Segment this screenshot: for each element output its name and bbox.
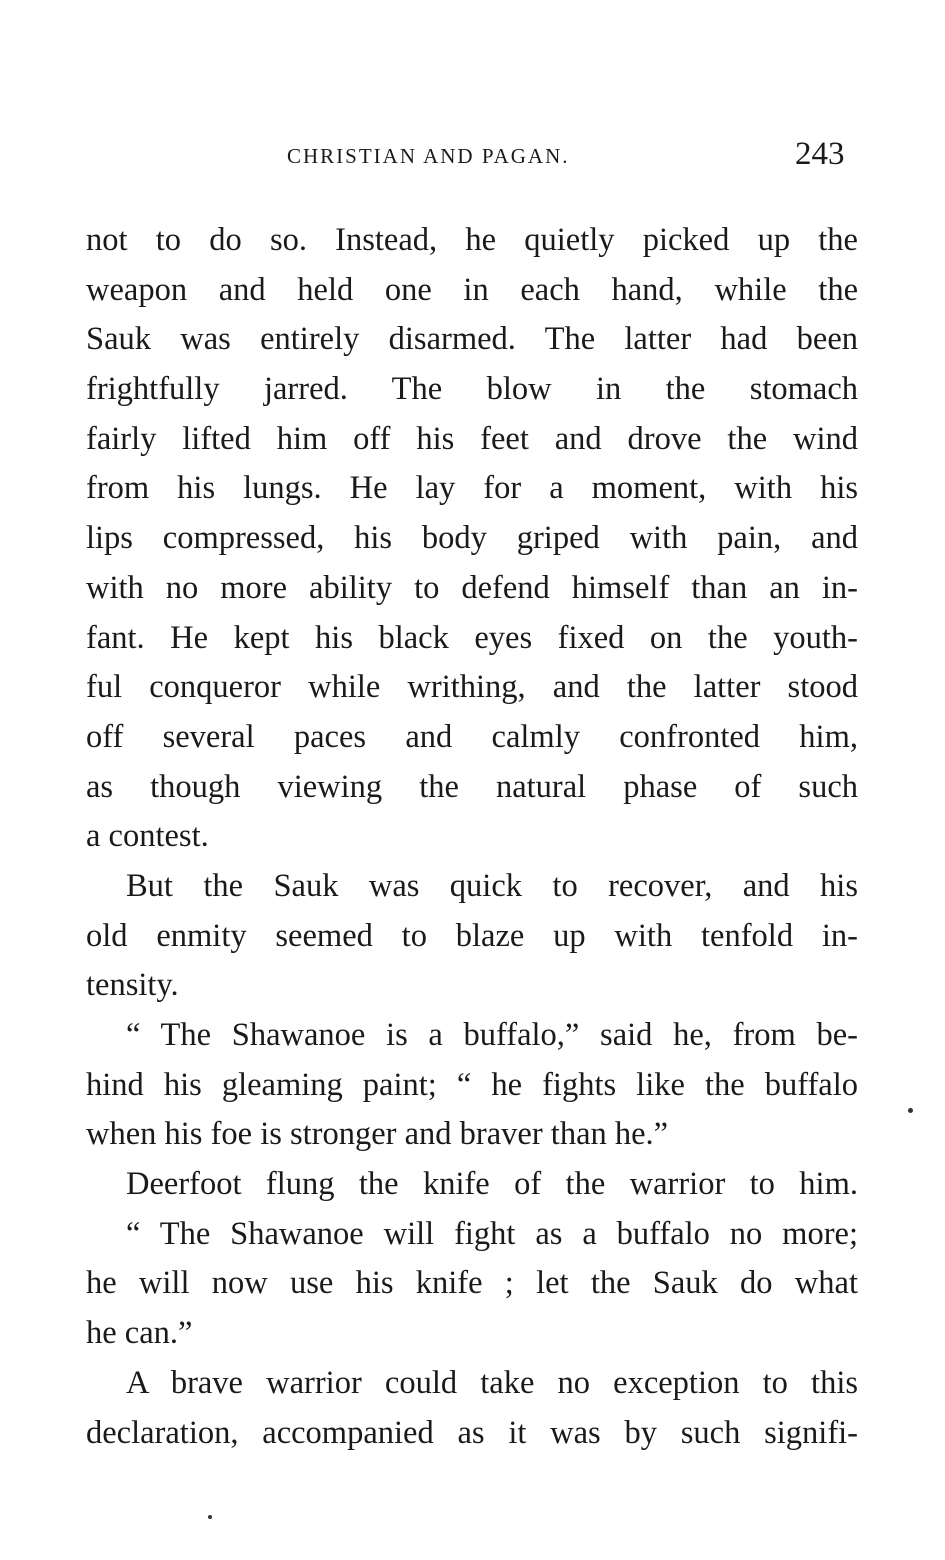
page-number: 243 — [795, 136, 845, 172]
text-line: fairly lifted him off his feet and drove the wind — [86, 420, 858, 457]
page-header — [0, 136, 945, 176]
text-line: old enmity seemed to blaze up with tenfold in- — [86, 917, 858, 954]
text-line: tensity. — [86, 967, 179, 1004]
text-line: Deerfoot flung the knife of the warrior to him. — [126, 1166, 858, 1203]
text-line: “ The Shawanoe will fight as a buffalo no more; — [126, 1215, 858, 1252]
text-line: off several paces and calmly confronted him, — [86, 718, 858, 755]
text-line: he will now use his knife ; let the Sauk do what — [86, 1265, 858, 1302]
body-text — [86, 216, 858, 1458]
text-line: lips compressed, his body griped with pain, and — [86, 520, 858, 557]
text-line: But the Sauk was quick to recover, and his — [126, 867, 858, 904]
text-line: frightfully jarred. The blow in the stomach — [86, 371, 858, 408]
ink-speck — [908, 1108, 913, 1113]
running-title: CHRISTIAN AND PAGAN. — [287, 144, 570, 168]
text-line: from his lungs. He lay for a moment, with his — [86, 470, 858, 507]
text-line: Sauk was entirely disarmed. The latter had been — [86, 321, 858, 358]
text-line: “ The Shawanoe is a buffalo,” said he, from be- — [126, 1017, 858, 1053]
ink-speck — [208, 1515, 212, 1519]
text-line: A brave warrior could take no exception to this — [126, 1364, 858, 1401]
text-line: not to do so. Instead, he quietly picked up the — [86, 222, 858, 258]
text-line: hind his gleaming paint; “ he fights like the buffalo — [86, 1066, 858, 1103]
text-line: when his foe is stronger and braver than he.” — [86, 1116, 669, 1153]
text-line: declaration, accompanied as it was by such signifi- — [86, 1414, 858, 1451]
text-line: he can.” — [86, 1315, 193, 1352]
text-line: with no more ability to defend himself than an in- — [86, 569, 858, 606]
text-line: ful conqueror while writhing, and the latter stood — [86, 669, 858, 706]
text-line: fant. He kept his black eyes fixed on the youth- — [86, 619, 858, 656]
text-line: a contest. — [86, 818, 209, 855]
text-line: weapon and held one in each hand, while the — [86, 271, 858, 308]
text-line: as though viewing the natural phase of such — [86, 768, 858, 805]
